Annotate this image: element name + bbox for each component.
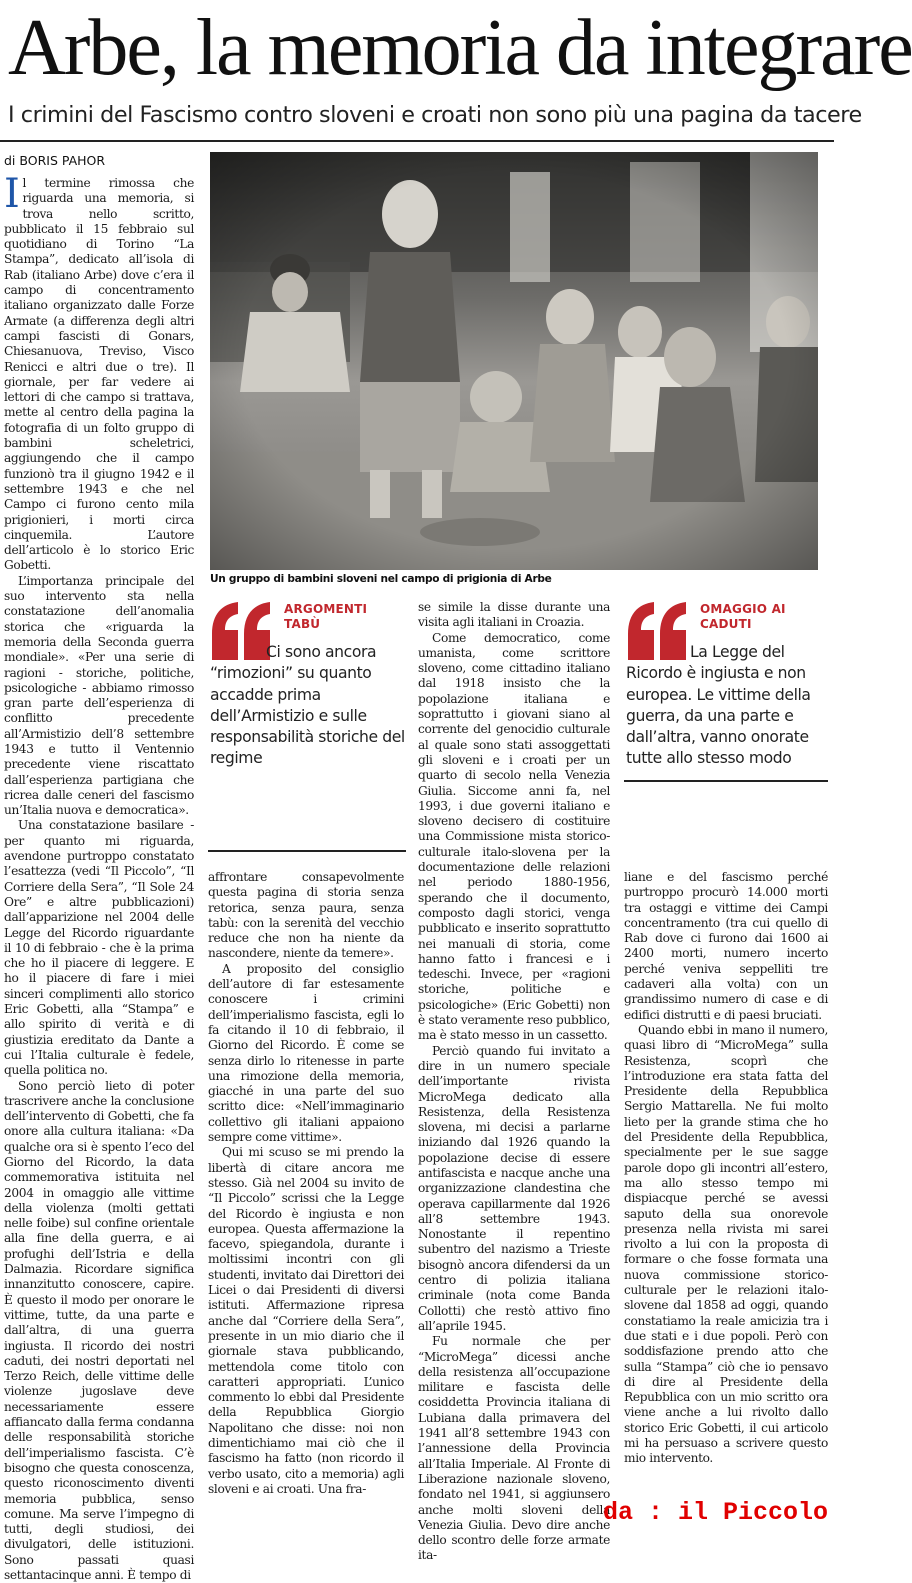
paragraph: Fu normale che per “MicroMega” dicessi anche della resistenza all’occupazione militare e fascista delle cosiddetta Provincia italiana di Lubiana dalla primavera del 1941 all’8 settembre 1943 con l’annessione della Provincia all’Italia Imperiale. Al Fronte di Liberazione nazionale sloveno, fondato nel 1941, si aggiunsero anche molti sloveni della Venezia Giulia. Devo dire anche dello scontro delle forze armate ita- <box>418 1334 610 1563</box>
article-column-3 <box>418 600 610 1563</box>
headline: Arbe, la memoria da integrare <box>8 4 912 92</box>
pull-quote-divider <box>208 850 406 852</box>
article-photo <box>210 152 818 570</box>
paragraph: Il termine rimossa che riguarda una memoria, si trova nello scritto, pubblicato il 15 febbraio sul quotidiano di Torino “La Stampa”, dedicato all’isola di Rab (italiano Arbe) dove c’era il campo di concentramento italiano organizzato dalle Forze Armate (a differenza degli altri campi fascisti di Gonars, Chiesanuova, Treviso, Visco Renicci e altri due o tre). Il giornale, per far vedere ai lettori di che campo si trattava, mette al centro della pagina la fotografia di un folto gruppo di bambini scheletrici, aggiungendo che il campo funzionò tra il giugno 1942 e il settembre 1943 e che nel Campo ci furono cento mila prigionieri, i morti circa cinquemila. L’autore dell’articolo è lo storico Eric Gobetti. <box>4 171 194 573</box>
paragraph: Una constatazione basilare - per quanto mi riguarda, avendone purtroppo constatato l’esattezza (vedi “Il Piccolo”, “Il Corriere della Sera”, “Il Sole 24 Ore” e altre pubblicazioni) dall’apparizione nel 2004 delle Legge del Ricordo riguardante il 10 di febbraio - che è la prima che ho il piacere di leggere. E ho il piacere di fare i miei sinceri complimenti allo storico Eric Gobetti, alla “Stampa” e allo spirito di verità e di giustizia ereditato da Dante a cui l’Italia culturale è fedele, quella politica no. <box>4 818 194 1078</box>
pull-quote-text: La Legge del Ricordo è ingiusta e non europea. Le vittime della guerra, da una parte e dall’altra, vanno onorate tutte allo stesso modo <box>626 643 811 768</box>
paragraph: Quando ebbi in mano il numero, quasi libro di “MicroMega” sulla Resistenza, scoprì che l’introduzione era stata fatta del Presidente della Repubblica Sergio Mattarella. Ne fui molto lieto per la grande stima che ho del Presidente della Repubblica, specialmente per le sue sagge parole dopo gli incontri all’estero, ma allo stesso tempo mi dispiacque perché se avessi saputo della sua onorevole presenza nella rivista mi sarei rivolto a lui con la proposta di formare o che fosse formata una nuova commissione storico-culturale per le relazioni italo-slovene dal 1858 ad oggi, quando constatiamo la reale amicizia tra i due stati e i due popoli. Però con soddisfazione prendo atto che sulla “Stampa” ciò che io pensavo di dire al Presidente della Repubblica con un mio scritto ora viene anche a lui rivolto dallo storico Eric Gobetti, il cui articolo mi ha persuaso a scrivere questo mio intervento. <box>624 1022 828 1466</box>
article-column-4 <box>624 870 828 1470</box>
source-note: da : il Piccolo <box>602 1498 828 1527</box>
pull-quote-text: Ci sono ancora “rimozioni” su quanto accadde prima dell’Armistizio e sulle responsabilità storiche del regime <box>210 643 405 768</box>
children-photo-image <box>210 152 818 570</box>
photo-caption: Un gruppo di bambini sloveni nel campo di prigionia di Arbe <box>210 573 552 585</box>
subtitle: I crimini del Fascismo contro sloveni e croati non sono più una pagina da tacere <box>8 102 862 128</box>
pull-quote-omaggio-ai-caduti <box>624 600 828 782</box>
paragraph: L’importanza principale del suo intervento sta nella constatazione dell’anomalia storica che «riguarda la memoria della Seconda guerra mondiale». «Per una serie di ragioni - storiche, politiche, psicologiche - abbiamo rimosso gran parte dell’esperienza di conflitto precedente all’Armistizio dell’8 settembre 1943 e tutto il Ventennio precedente viene riscattato dall’esperienza partigiana che ricrea dalle ceneri del fascismo un’Italia nuova e democratica». <box>4 573 194 818</box>
pull-quote-label: ARGOMENTI TABÙ <box>284 602 368 631</box>
byline: di BORIS PAHOR <box>4 153 106 168</box>
pull-quote-divider <box>624 780 828 782</box>
paragraph: Come democratico, come umanista, come scrittore sloveno, come cittadino italiano dal 1918 insisto che la popolazione italiana e soprattutto i giovani siano al corrente del genocidio culturale al quale sono stati assoggettati gli sloveni e i croati per un quarto di secolo nella Venezia Giulia. Siccome anni fa, nel 1993, i due governi italiano e sloveno decisero di costituire una Commissione mista storico-culturale italo-slovena per la documentazione delle relazioni nel periodo 1880-1956, sperando che il documento, composto dagli storici, venga pubblicato e inserito soprattutto nei manuali di storia, come hanno fatto i francesi e i tedeschi. Invece, per «ragioni storiche, politiche e psicologiche» (Eric Gobetti) non è stato veramente reso pubblico, ma è stato messo in un cassetto. <box>418 630 610 1043</box>
paragraph: Perciò quando fui invitato a dire in un numero speciale dell’importante rivista MicroMega dedicato alla Resistenza, della Resistenza slovena, mi decisi a parlarne iniziando dal 1926 quando la popolazione decise di essere antifascista e nacque anche una organizzazione clandestina che operava capillarmente dal 1926 all’8 settembre 1943. Nonostante il repentino subentro del nazismo a Trieste bisognò ancora difendersi da un centro di polizia italiana criminale (nota come Banda Collotti) che restò attivo fino all’aprile 1945. <box>418 1043 610 1333</box>
paragraph: Qui mi scuso se mi prendo la libertà di citare ancora me stesso. Già nel 2004 su invito de “Il Piccolo” scrissi che la Legge del Ricordo è ingiusta e non europea. Questa affermazione la facevo, spiegandola, durante i moltissimi incontri con gli studenti, invitato dai Direttori dei Licei o dai Presidenti di diversi istituti. Affermazione ripresa anche dal “Corriere della Sera”, presente in un mio diario che il giornale stava pubblicando, mettendola come titolo con caratteri appropriati. L’unico commento lo ebbi dal Presidente della Repubblica Giorgio Napolitano che disse: noi non dimentichiamo mai ciò che il fascismo ha fatto (non ricordo il verbo usato, cito a memoria) agli sloveni e ai croati. Una fra- <box>208 1145 404 1496</box>
paragraph: liane e del fascismo perché purtroppo procurò 14.000 morti tra ostaggi e vittime dei Campi concentramento (tra cui quello di Rab dove ci furono dai 1600 ai 2400 morti, numero incerto perché veniva seppelliti tre cadaveri alla volta) con un grandissimo numero di case e di edifici distrutti e di paesi bruciati. <box>624 870 828 1022</box>
top-divider <box>0 140 834 142</box>
drop-cap: I <box>4 171 20 217</box>
paragraph: A proposito del consiglio dell’autore di far estesamente conoscere i crimini dell’imperialismo fascista, egli lo fa citando il 10 di febbraio, il Giorno del Ricordo. È come se senza dirlo lo ritenesse in parte una rimozione della memoria, giacché in una parte del suo scritto dice: «Nell’immaginario collettivo gli italiani appaiono sempre come vittime». <box>208 961 404 1145</box>
article-column-2 <box>208 870 404 1520</box>
pull-quote-label: OMAGGIO AI CADUTI <box>700 602 786 631</box>
paragraph: affrontare consapevolmente questa pagina di storia senza retorica, senza paura, senza tabù: con la serenità del vecchio reduce che non ha niente da nascondere, niente da temere». <box>208 870 404 961</box>
pull-quote-argomenti-tabu <box>208 600 406 852</box>
paragraph: se simile la disse durante una visita agli italiani in Croazia. <box>418 600 610 630</box>
article-column-1 <box>4 171 194 1583</box>
paragraph: Sono perciò lieto di poter trascrivere anche la conclusione dell’intervento di Gobetti, che fa onore alla cultura italiana: «Da qualche ora si è spento l’eco del Giorno del Ricordo, la data commemorativa istituita nel 2004 in omaggio alle vittime della violenza (molti gettati nelle foibe) sul confine orientale alla fine della guerra, e ai profughi dell’Istria e della Dalmazia. Ricordare significa innanzitutto conoscere, capire. È questo il modo per onorare le vittime, tutte, da una parte e dall’altra, di una guerra ingiusta. Il ricordo dei nostri caduti, dei nostri deportati nel Terzo Reich, delle vittime delle violenze jugoslave deve necessariamente essere affiancato dalla ferma condanna delle responsabilità storiche dell’imperialismo fascista. C’è bisogno che questa conoscenza, questo riconoscimento diventi memoria pubblica, senso comune. Ma serve l’impegno di tutti, degli studiosi, dei divulgatori, delle istituzioni. Sono passati quasi settantacinque anni. È tempo di <box>4 1078 194 1583</box>
